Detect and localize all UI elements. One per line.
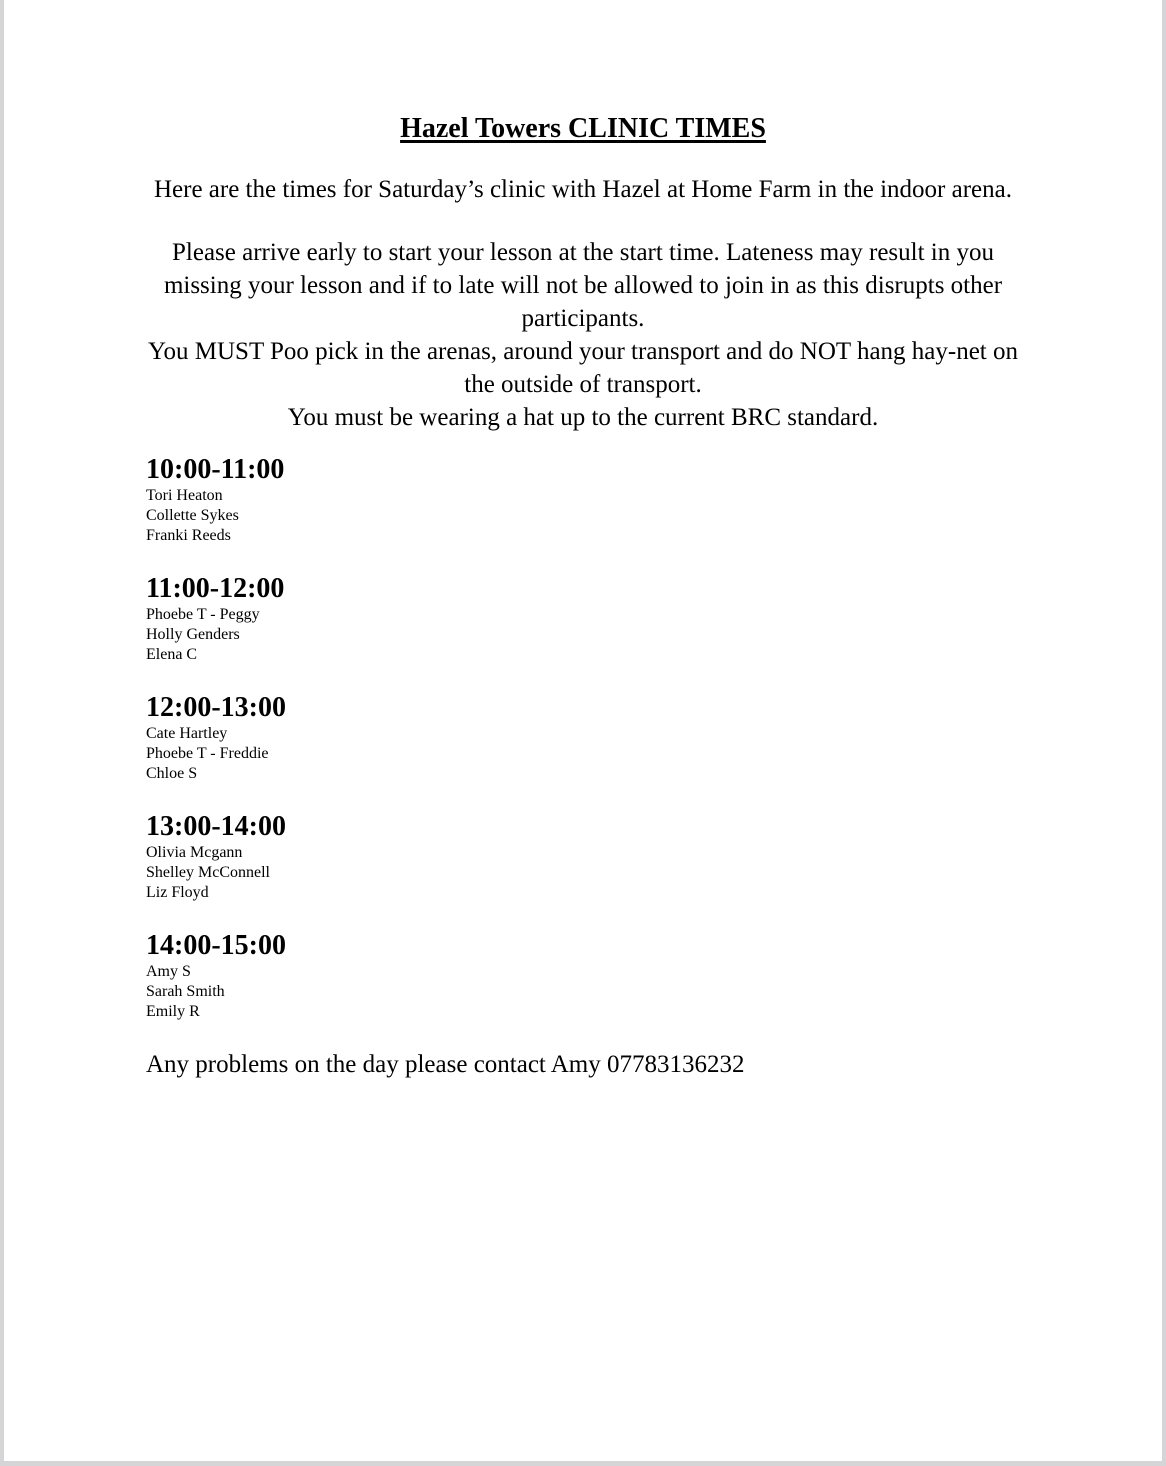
- session-participants: [146, 605, 1162, 665]
- document-page: [4, 0, 1162, 1461]
- rule-line: You MUST Poo pick in the arenas, around your transport and do NOT hang hay-net on the outside of transport.: [147, 338, 1019, 398]
- session-time: 12:00-13:00: [146, 692, 286, 723]
- schedule-list: [4, 453, 1162, 1081]
- session-time: 14:00-15:00: [146, 930, 286, 961]
- session-time: 10:00-11:00: [146, 454, 285, 485]
- participant-name: Amy S: [146, 963, 191, 980]
- session-time: 13:00-14:00: [146, 811, 286, 842]
- rules-paragraph: [131, 236, 1036, 434]
- participant-name: Collette Sykes: [146, 507, 239, 524]
- session-participants: [146, 724, 1162, 784]
- intro-paragraph: Here are the times for Saturday’s clinic with Hazel at Home Farm in the indoor arena.: [153, 176, 1013, 203]
- session-block: [146, 810, 1162, 903]
- contact-line: Any problems on the day please contact Amy 07783136232: [146, 1051, 745, 1078]
- participant-name: Phoebe T - Freddie: [146, 745, 269, 762]
- session-block: [146, 929, 1162, 1022]
- session-block: [146, 453, 1162, 546]
- participant-name: Tori Heaton: [146, 487, 223, 504]
- rule-line: Please arrive early to start your lesson at the start time. Lateness may result in you missing your lesson and if to late will not be allowed to join in as this disrupts other participants.: [163, 239, 1003, 332]
- participant-name: Franki Reeds: [146, 527, 231, 544]
- session-participants: [146, 486, 1162, 546]
- document-title: Hazel Towers CLINIC TIMES: [400, 113, 766, 144]
- session-block: [146, 691, 1162, 784]
- participant-name: Olivia Mcgann: [146, 844, 243, 861]
- participant-name: Chloe S: [146, 765, 198, 782]
- participant-name: Liz Floyd: [146, 884, 209, 901]
- participant-name: Holly Genders: [146, 626, 240, 643]
- session-block: [146, 572, 1162, 665]
- session-participants: [146, 843, 1162, 903]
- participant-name: Phoebe T - Peggy: [146, 606, 260, 623]
- session-time: 11:00-12:00: [146, 573, 285, 604]
- participant-name: Emily R: [146, 1003, 200, 1020]
- participant-name: Cate Hartley: [146, 725, 228, 742]
- participant-name: Sarah Smith: [146, 983, 225, 1000]
- participant-name: Elena C: [146, 646, 198, 663]
- session-participants: [146, 962, 1162, 1022]
- rule-line: You must be wearing a hat up to the current BRC standard.: [287, 404, 879, 431]
- participant-name: Shelley McConnell: [146, 864, 270, 881]
